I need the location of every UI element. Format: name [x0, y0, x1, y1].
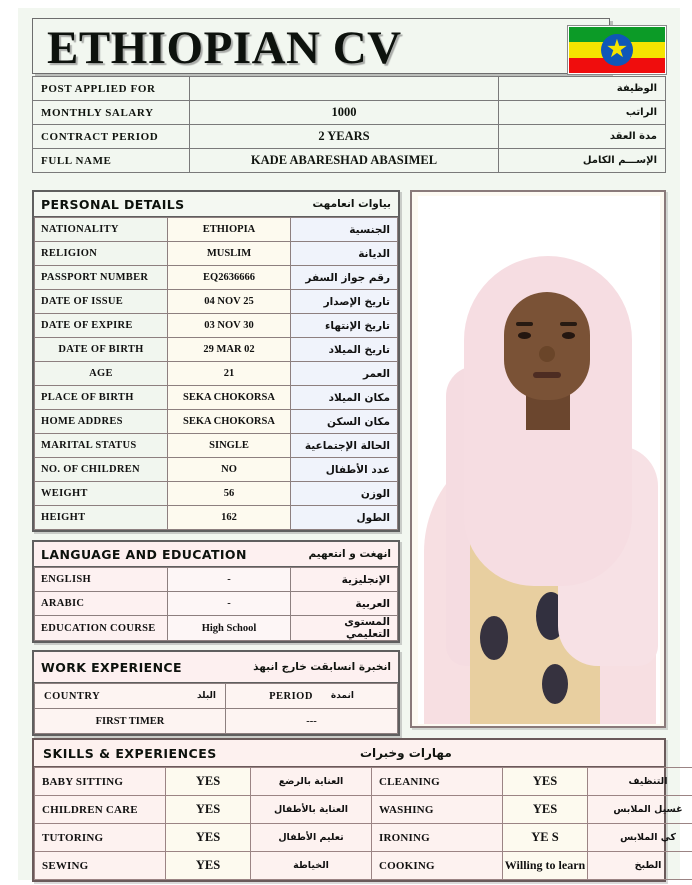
skill-children-care-label: CHILDREN CARE [35, 796, 166, 824]
skill-sewing-value: YES [166, 852, 251, 880]
skill-cooking-label: COOKING [372, 852, 503, 880]
height-value: 162 [168, 506, 291, 530]
personal-details-header [34, 192, 398, 217]
skills-experiences-section [32, 738, 683, 882]
table-row [35, 434, 398, 458]
skill-washing-arabic: غسيل الملابس [588, 796, 692, 824]
contract-period-label: CONTRACT PERIOD [33, 125, 190, 149]
work-experience-heading-en: WORK EXPERIENCE [41, 659, 182, 675]
photo-dress-pattern [542, 664, 568, 704]
english-arabic: الإنجليزية [291, 568, 398, 592]
table-row [35, 482, 398, 506]
applicant-photo-frame [410, 190, 666, 728]
skills-heading-ar: مهارات وخبرات [359, 746, 452, 760]
skill-cooking-value: Willing to learn [503, 852, 588, 880]
table-row [35, 796, 692, 824]
weight-label: WEIGHT [35, 482, 168, 506]
skill-washing-label: WASHING [372, 796, 503, 824]
date-of-birth-value: 29 MAR 02 [168, 338, 291, 362]
religion-arabic: الديانة [291, 242, 398, 266]
full-name-label: FULL NAME [33, 149, 190, 173]
table-row [35, 616, 398, 641]
weight-arabic: الوزن [291, 482, 398, 506]
table-row [35, 266, 398, 290]
nationality-label: NATIONALITY [35, 218, 168, 242]
marital-status-arabic: الحالة الإجتماعية [291, 434, 398, 458]
children-count-arabic: عدد الأطفال [291, 458, 398, 482]
skills-table [34, 767, 692, 880]
skill-ironing-value: YE S [503, 824, 588, 852]
title-frame [32, 18, 610, 74]
table-row [33, 101, 666, 125]
period-column-header [226, 684, 398, 709]
personal-details-heading-en: PERSONAL DETAILS [41, 196, 185, 212]
place-of-birth-value: SEKA CHOKORSA [168, 386, 291, 410]
table-row [33, 125, 666, 149]
marital-status-value: SINGLE [168, 434, 291, 458]
personal-details-heading-ar: بياوات انعامهت [312, 198, 391, 210]
country-value: FIRST TIMER [35, 709, 226, 734]
place-of-birth-label: PLACE OF BIRTH [35, 386, 168, 410]
skill-tutoring-arabic: تعليم الأطفال [251, 824, 372, 852]
skill-children-care-arabic: العناية بالأطفال [251, 796, 372, 824]
date-of-issue-arabic: تاريخ الإصدار [291, 290, 398, 314]
ethiopia-flag-icon [568, 26, 666, 74]
nationality-value: ETHIOPIA [168, 218, 291, 242]
skill-baby-sitting-arabic: العناية بالرضع [251, 768, 372, 796]
table-row [35, 709, 398, 734]
english-value: - [168, 568, 291, 592]
table-row [35, 362, 398, 386]
arabic-arabic: العربية [291, 592, 398, 616]
education-course-label: EDUCATION COURSE [35, 616, 168, 641]
children-count-value: NO [168, 458, 291, 482]
weight-value: 56 [168, 482, 291, 506]
photo-eye-right [562, 332, 575, 339]
table-row [35, 314, 398, 338]
photo-nose [539, 346, 555, 362]
photo-dress-pattern [480, 616, 508, 660]
date-of-expire-value: 03 NOV 30 [168, 314, 291, 338]
contract-period-arabic: مدة العقد [499, 125, 666, 149]
table-row [33, 77, 666, 101]
period-header-en: PERIOD [269, 690, 313, 702]
nationality-arabic: الجنسية [291, 218, 398, 242]
title-band [32, 18, 666, 74]
table-row [35, 824, 692, 852]
table-header-row [35, 684, 398, 709]
applicant-photo [418, 196, 660, 724]
full-name-value: KADE ABARESHAD ABASIMEL [190, 149, 499, 173]
language-education-header [34, 542, 398, 567]
language-education-heading-ar: انهغت و انتعهيم [308, 548, 391, 560]
height-arabic: الطول [291, 506, 398, 530]
table-row [35, 410, 398, 434]
skill-sewing-arabic: الخياطة [251, 852, 372, 880]
age-value: 21 [168, 362, 291, 386]
skills-heading-en: SKILLS & EXPERIENCES [43, 745, 217, 761]
table-row [35, 242, 398, 266]
passport-number-label: PASSPORT NUMBER [35, 266, 168, 290]
date-of-birth-label: DATE OF BIRTH [35, 338, 168, 362]
personal-details-table [34, 217, 398, 530]
table-row [35, 568, 398, 592]
table-row [35, 458, 398, 482]
language-education-section [32, 540, 400, 643]
monthly-salary-arabic: الراتب [499, 101, 666, 125]
language-education-heading-en: LANGUAGE AND EDUCATION [41, 546, 247, 562]
page-title: ETHIOPIAN CV [47, 22, 402, 74]
contract-period-value: 2 YEARS [190, 125, 499, 149]
table-row [35, 592, 398, 616]
table-row [35, 338, 398, 362]
education-course-arabic: المستوى التعليمي [291, 616, 398, 641]
religion-label: RELIGION [35, 242, 168, 266]
date-of-issue-value: 04 NOV 25 [168, 290, 291, 314]
language-education-table [34, 567, 398, 641]
age-label: AGE [35, 362, 168, 386]
age-arabic: العمر [291, 362, 398, 386]
cv-page [18, 8, 683, 880]
skill-sewing-label: SEWING [35, 852, 166, 880]
table-row [35, 290, 398, 314]
post-applied-arabic: الوظيفة [499, 77, 666, 101]
applicant-summary-table [32, 76, 666, 173]
monthly-salary-label: MONTHLY SALARY [33, 101, 190, 125]
skill-cleaning-label: CLEANING [372, 768, 503, 796]
arabic-value: - [168, 592, 291, 616]
work-experience-header [34, 652, 398, 683]
passport-number-value: EQ2636666 [168, 266, 291, 290]
children-count-label: NO. OF CHILDREN [35, 458, 168, 482]
passport-number-arabic: رقم جواز السفر [291, 266, 398, 290]
skill-baby-sitting-value: YES [166, 768, 251, 796]
photo-eyebrow-left [516, 322, 533, 326]
date-of-birth-arabic: تاريخ الميلاد [291, 338, 398, 362]
country-header-en: COUNTRY [44, 690, 101, 702]
skill-tutoring-value: YES [166, 824, 251, 852]
photo-eye-left [518, 332, 531, 339]
skills-header [34, 740, 664, 767]
skill-ironing-label: IRONING [372, 824, 503, 852]
home-address-label: HOME ADDRES [35, 410, 168, 434]
education-course-value: High School [168, 616, 291, 641]
post-applied-value [190, 77, 499, 101]
post-applied-label: POST APPLIED FOR [33, 77, 190, 101]
period-value: --- [226, 709, 398, 734]
skill-cleaning-arabic: التنظيف [588, 768, 692, 796]
full-name-arabic: الإســـم الكامل [499, 149, 666, 173]
home-address-arabic: مكان السكن [291, 410, 398, 434]
period-header-ar: انمدة [330, 691, 354, 701]
table-row [35, 506, 398, 530]
skill-tutoring-label: TUTORING [35, 824, 166, 852]
english-label: ENGLISH [35, 568, 168, 592]
work-experience-section [32, 650, 400, 736]
date-of-expire-arabic: تاريخ الإنتهاء [291, 314, 398, 338]
arabic-label: ARABIC [35, 592, 168, 616]
skill-children-care-value: YES [166, 796, 251, 824]
date-of-issue-label: DATE OF ISSUE [35, 290, 168, 314]
country-column-header [35, 684, 226, 709]
photo-eyebrow-right [560, 322, 577, 326]
date-of-expire-label: DATE OF EXPIRE [35, 314, 168, 338]
table-row [35, 768, 692, 796]
table-row [35, 386, 398, 410]
work-experience-heading-ar: انخبرة انسابقت خارج انبهذ [253, 661, 391, 673]
table-row [33, 149, 666, 173]
marital-status-label: MARITAL STATUS [35, 434, 168, 458]
flag-star-icon: ★ [605, 36, 629, 63]
skill-cooking-arabic: الطبخ [588, 852, 692, 880]
personal-details-section [32, 190, 400, 532]
height-label: HEIGHT [35, 506, 168, 530]
skill-ironing-arabic: كي الملابس [588, 824, 692, 852]
skill-baby-sitting-label: BABY SITTING [35, 768, 166, 796]
monthly-salary-value: 1000 [190, 101, 499, 125]
country-header-ar: البلد [196, 691, 216, 701]
skill-washing-value: YES [503, 796, 588, 824]
work-experience-table [34, 683, 398, 734]
table-row [35, 852, 692, 880]
home-address-value: SEKA CHOKORSA [168, 410, 291, 434]
table-row [35, 218, 398, 242]
photo-mouth [533, 372, 561, 378]
skill-cleaning-value: YES [503, 768, 588, 796]
religion-value: MUSLIM [168, 242, 291, 266]
place-of-birth-arabic: مكان الميلاد [291, 386, 398, 410]
